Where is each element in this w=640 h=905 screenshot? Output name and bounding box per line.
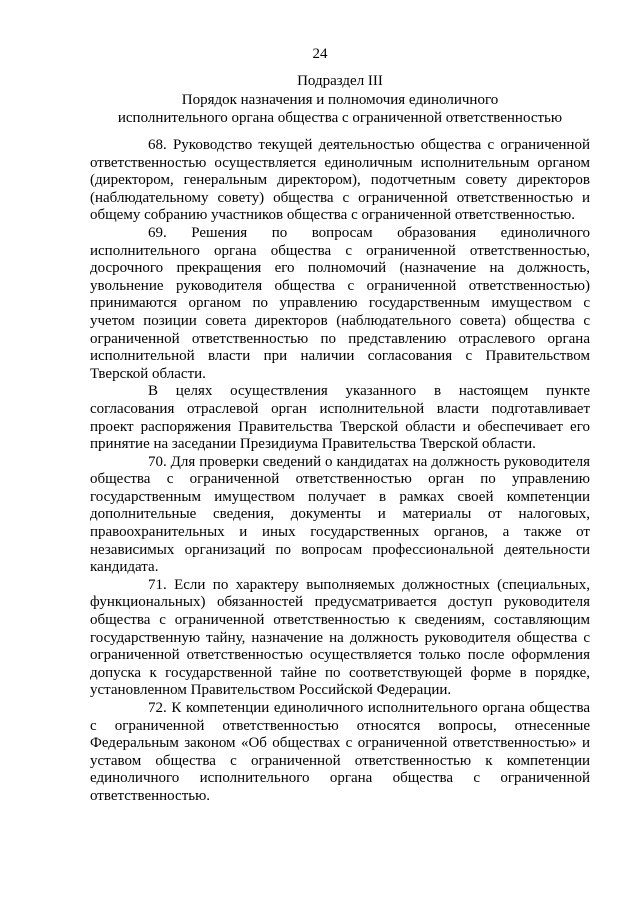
paragraph-68: 68. Руководство текущей деятельностью общества с ограниченной ответственностью осуществляется единоличным исполнительным органом (директором, генеральным директором), подотчетным совету директоров (наблюдательному совету) общества с ограниченной ответственностью и общему собранию участников общества с ограниченной ответственностью. (90, 137, 590, 224)
subsection-heading (90, 72, 590, 128)
subsection-label: Подраздел III (297, 73, 383, 89)
paragraph-72: 72. К компетенции единоличного исполнительного органа общества с ограниченной ответственностью относятся вопросы, отнесенные Федеральным законом «Об обществах с ограниченной ответственностью» и уставом общества с ограниченной ответственностью к компетенции единоличного исполнительного органа общества с ограниченной ответственностью. (90, 700, 590, 804)
paragraph-69-continuation: В целях осуществления указанного в настоящем пункте согласования отраслевой орган исполнительной власти подготавливает проект распоряжения Правительства Тверской области и обеспечивает его принятие на заседании Президиума Правительства Тверской области. (90, 383, 590, 453)
paragraph-70: 70. Для проверки сведений о кандидатах на должность руководителя общества с ограниченной ответственностью орган по управлению государственным имуществом получает в рамках своей компетенции дополнительные сведения, документы и материалы от налоговых, правоохранительных и иных государственных органов, а также от независимых организаций по вопросам профессиональной деятельности кандидата. (90, 453, 590, 576)
subsection-title-line-2: исполнительного органа общества с ограниченной ответственностью (117, 110, 563, 126)
page-number: 24 (312, 46, 328, 62)
document-body (90, 137, 590, 806)
paragraph-69: 69. Решения по вопросам образования единоличного исполнительного органа общества с ограниченной ответственностью, досрочного прекращения его полномочий (назначение на должность, увольнение руководителя общества с ограниченной ответственностью) принимаются органом по управлению государственным имуществом с учетом позиции совета директоров (наблюдательного совета) общества с ограниченной ответственностью по представлению отраслевого органа исполнительной власти при наличии согласования с Правительством Тверской области. (90, 224, 590, 382)
subsection-title-line-1: Порядок назначения и полномочия единоличного (181, 91, 499, 108)
paragraph-71: 71. Если по характеру выполняемых должностных (специальных, функциональных) обязанностей предусматривается доступ руководителя общества с ограниченной ответственностью к сведениям, составляющим государственную тайну, назначение на должность руководителя общества с ограниченной ответственностью осуществляется только после оформления допуска к государственной тайне по соответствующей форме в порядке, установленном Правительством Российской Федерации. (90, 576, 590, 699)
